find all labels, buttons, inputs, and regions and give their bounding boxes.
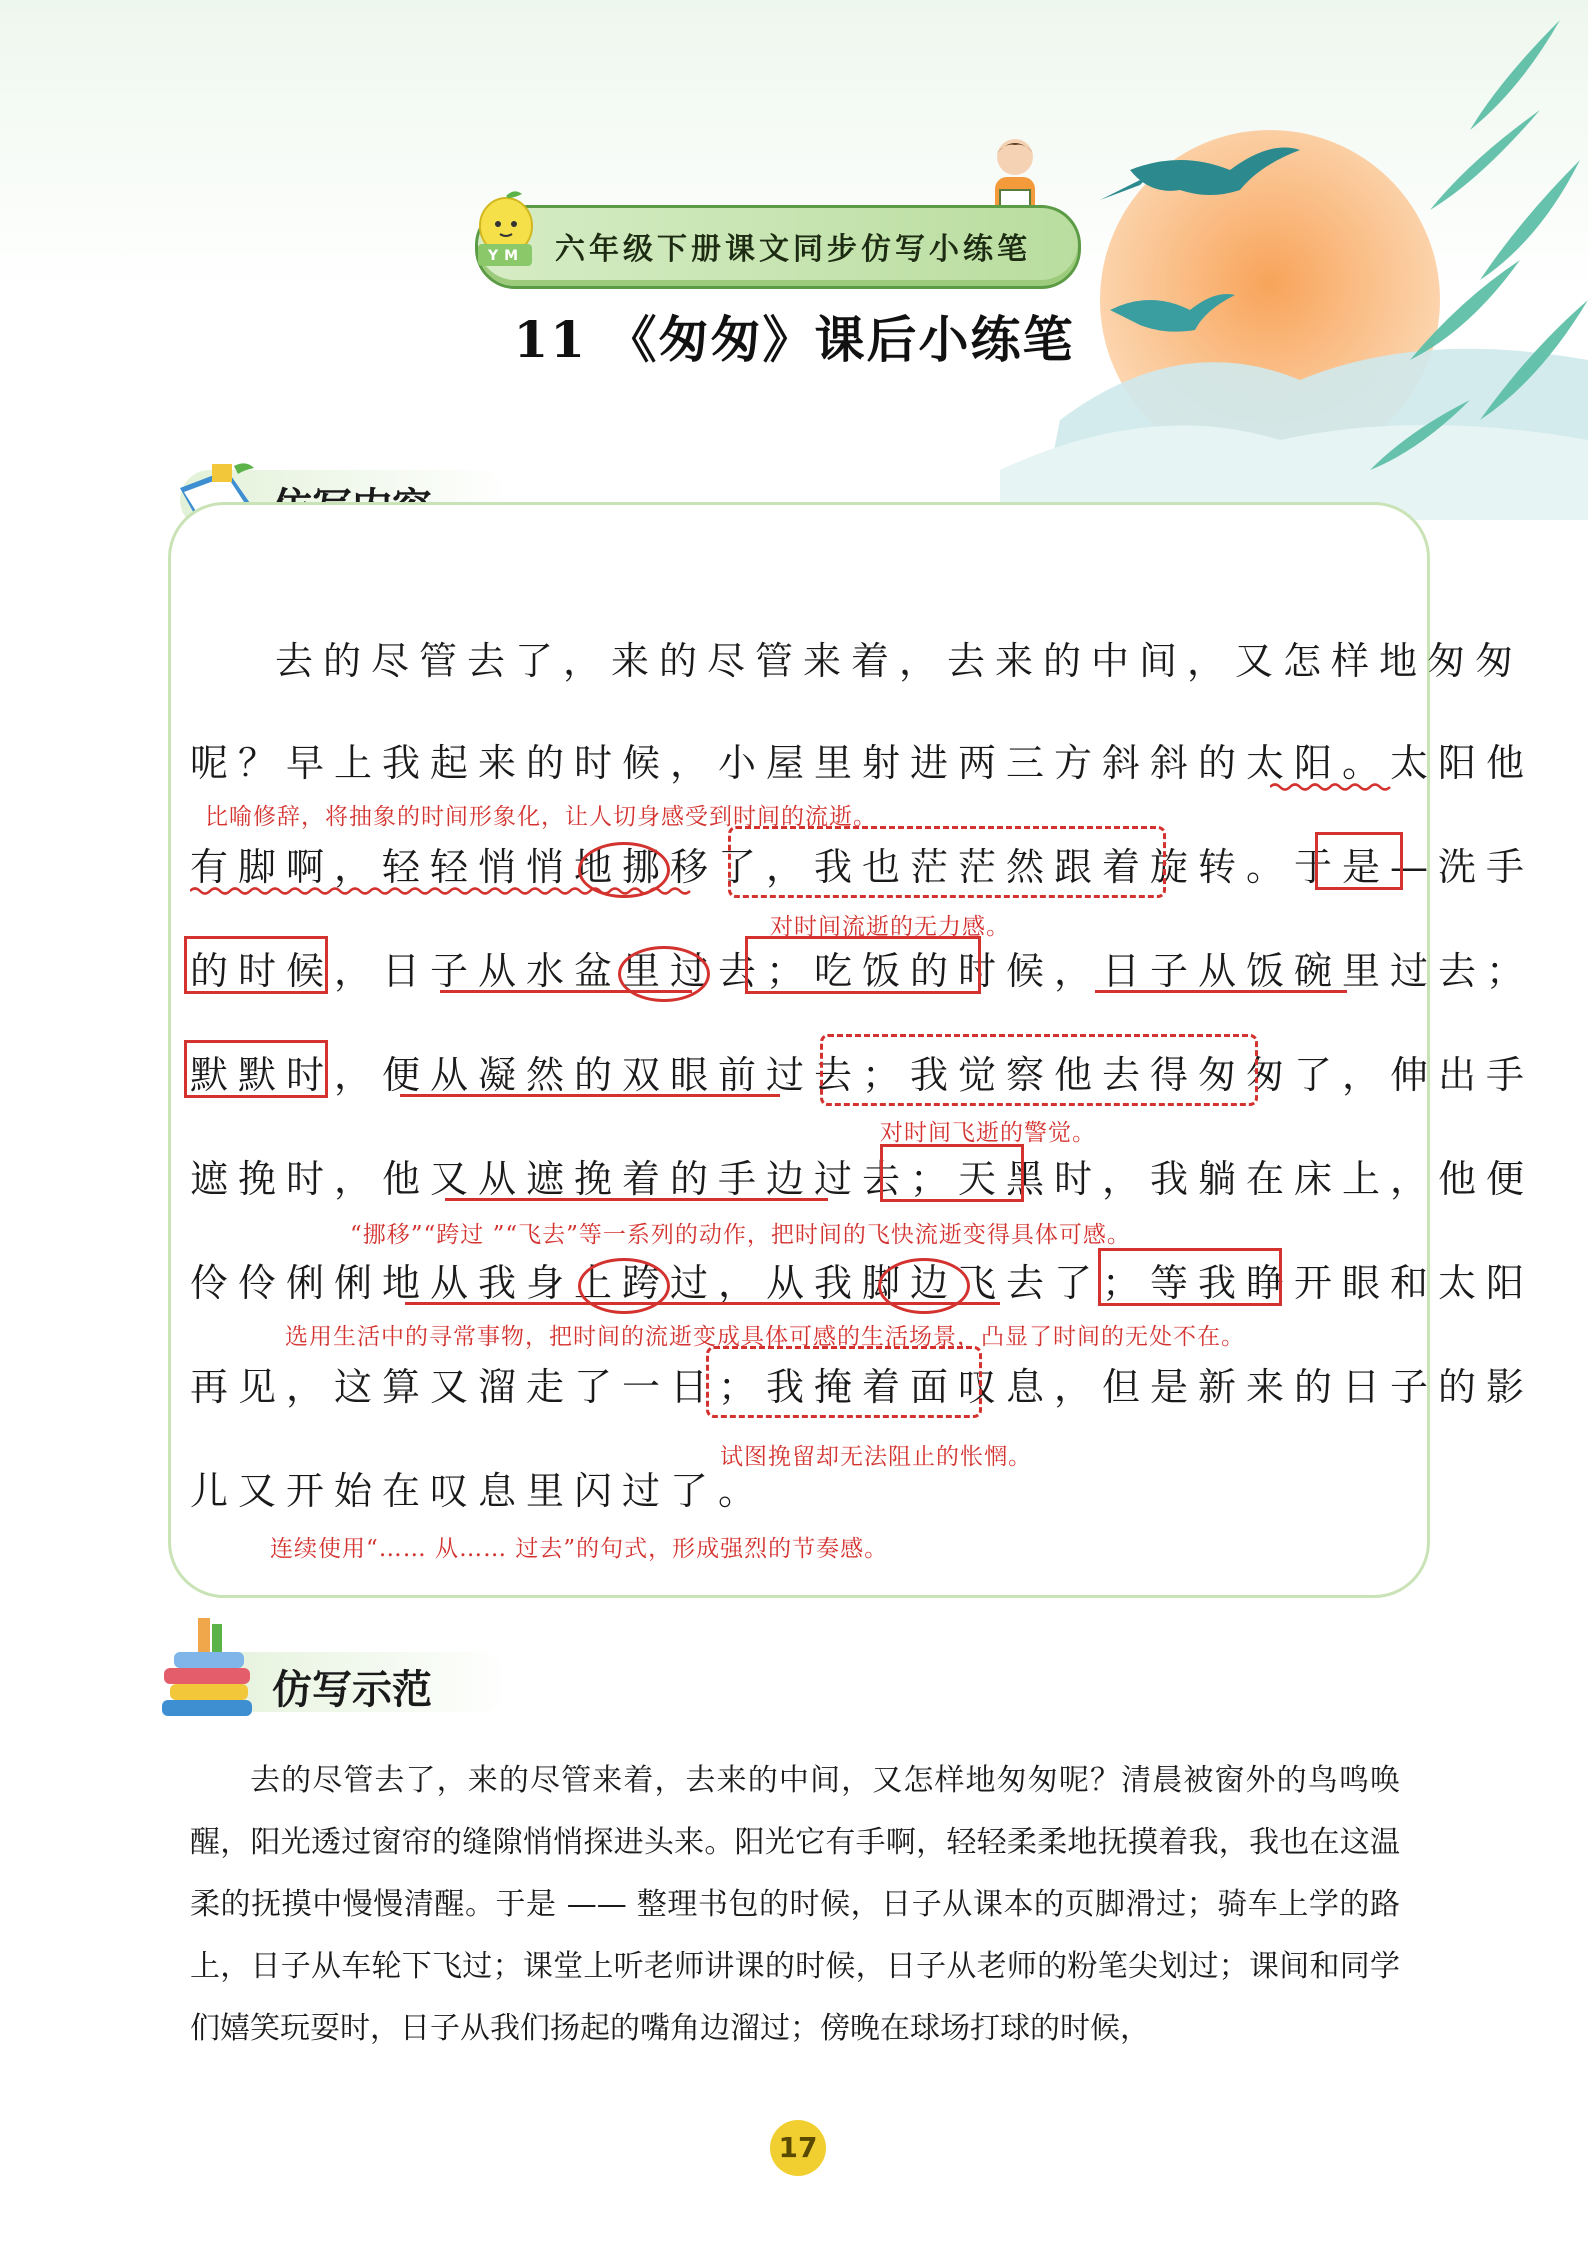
passage-line: 有脚啊，轻轻悄悄地挪移了，我也茫茫然跟着旋转。于是—洗手 xyxy=(190,845,1535,889)
solid-box xyxy=(880,1144,1024,1202)
passage-line: 遮挽时，他又从遮挽着的手边过去；天黑时，我躺在床上，他便 xyxy=(190,1157,1535,1201)
passage-line: 儿又开始在叹息里闪过了。 xyxy=(190,1469,767,1513)
annotation-note: 对时间流逝的无力感。 xyxy=(770,914,1010,940)
section-heading-demo: 仿写示范 xyxy=(272,1667,432,1713)
underline xyxy=(1095,990,1347,993)
solid-box xyxy=(184,1040,328,1098)
solid-box xyxy=(1315,832,1403,890)
dashed-box xyxy=(820,1034,1258,1106)
annotation-note: “挪移”“跨过 ”“飞去”等一系列的动作，把时间的飞快流逝变得具体可感。 xyxy=(350,1222,1131,1248)
annotation-note: 对时间飞逝的警觉。 xyxy=(880,1120,1096,1146)
underline xyxy=(445,1198,828,1201)
annotation-note: 连续使用“…… 从…… 过去”的句式，形成强烈的节奏感。 xyxy=(270,1536,889,1562)
verb-circle xyxy=(618,946,710,1002)
passage-line: 伶伶俐俐地从我身上跨过，从我脚边飞去了；等我睁开眼和太阳 xyxy=(190,1261,1535,1305)
solid-box xyxy=(1098,1248,1282,1306)
passage-line: 去的尽管去了，来的尽管来着，去来的中间，又怎样地匆匆 xyxy=(275,639,1524,683)
wavy-underline xyxy=(1270,782,1395,792)
solid-box xyxy=(745,936,981,994)
logo-text: YM xyxy=(488,248,525,264)
annotation-note: 比喻修辞，将抽象的时间形象化，让人切身感受到时间的流逝。 xyxy=(205,804,877,830)
passage-line: 呢？早上我起来的时候，小屋里射进两三方斜斜的太阳。太阳他 xyxy=(190,741,1535,785)
dashed-box xyxy=(706,1346,982,1418)
underline xyxy=(400,1094,780,1097)
header-illustration xyxy=(1000,0,1588,520)
passage-line: 默默时，便从凝然的双眼前过去；我觉察他去得匆匆了，伸出手 xyxy=(190,1053,1535,1097)
passage-line: 再见，这算又溜走了一日；我掩着面叹息，但是新来的日子的影 xyxy=(190,1365,1535,1409)
series-title: 六年级下册课文同步仿写小练笔 xyxy=(555,232,1031,267)
passage-line: 的时候，日子从水盆里过去；吃饭的时候，日子从饭碗里过去； xyxy=(190,949,1535,993)
dashed-box xyxy=(728,826,1166,898)
page-title: 11 《匆匆》课后小练笔 xyxy=(513,310,1075,369)
solid-box xyxy=(184,936,328,994)
stacked-books-icon xyxy=(142,1612,262,1732)
annotation-note: 选用生活中的寻常事物，把时间的流逝变成具体可感的生活场景，凸显了时间的无处不在。 xyxy=(285,1324,1245,1350)
verb-circle xyxy=(578,842,670,898)
verb-circle xyxy=(878,1258,970,1314)
demo-passage xyxy=(190,1750,1400,2060)
page-number: 17 xyxy=(770,2120,826,2176)
verb-circle xyxy=(578,1258,670,1314)
demo-paragraph: 去的尽管去了，来的尽管来着，去来的中间，又怎样地匆匆呢？清晨被窗外的鸟鸣唤醒，阳光透过窗帘的缝隙悄悄探进头来。阳光它有手啊，轻轻柔柔地抚摸着我，我也在这温柔的抚摸中慢慢清醒。于是 —— 整理书包的时候，日子从课本的页脚滑过；骑车上学的路上，日子从车轮下飞过；课堂上听老师讲课的时候，日子从老师的粉笔尖划过；课间和同学们嬉笑玩耍时，日子从我们扬起的嘴角边溜过；傍晚在球场打球的时候， xyxy=(190,1763,1400,2046)
underline xyxy=(405,1302,1000,1305)
annotation-note: 试图挽留却无法阻止的怅惘。 xyxy=(720,1444,1032,1470)
underline xyxy=(440,990,692,993)
